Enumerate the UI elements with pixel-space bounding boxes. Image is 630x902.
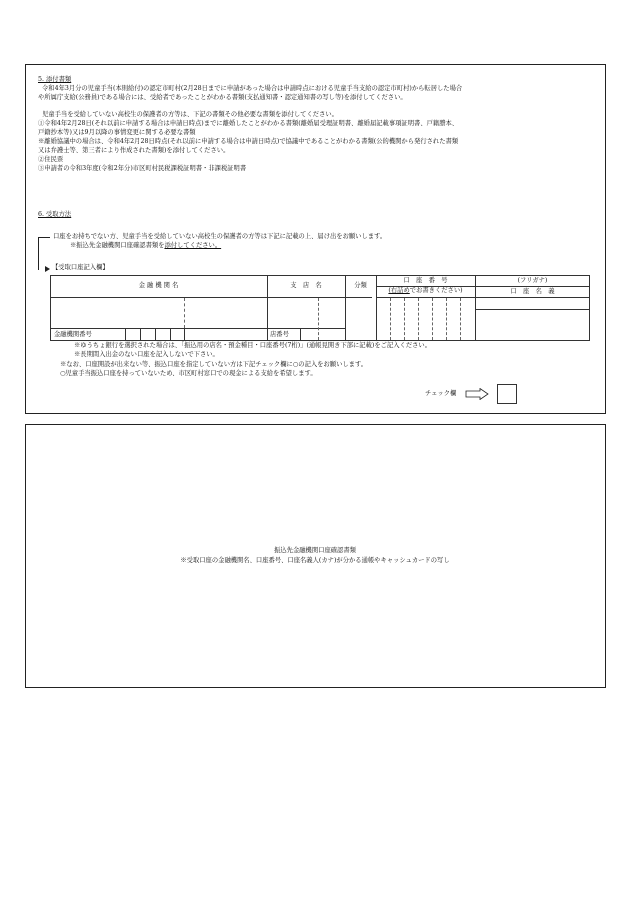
account-type-input[interactable] [346,298,375,340]
section6-heading: 6. 受取方法 [38,211,72,218]
account-number-input[interactable] [377,298,474,340]
note-line: ○児童手当振込口座を持っていないため、市区町村窓口での現金による支給を希望します。 [60,370,317,377]
section5-heading: 5. 添付書類 [38,76,72,83]
section5-line: 戸籍抄本等)又は9月以降の事情変更に関する必要な書類 [38,129,196,136]
bank-code-label: 金融機関番号 [54,331,92,338]
section6-attach-note: ※振込先金融機関口座確認書類を添付してください。 [70,242,222,249]
section5-line: や所属庁支給(公務員)である場合には、受給者であったことがわかる書類(支払通知書・認定通知書の写し等)を添付してください。 [38,94,407,101]
col-account-number: 口 座 番 号 [403,277,448,284]
branch-code-label: 店番号 [270,331,289,338]
section5-line: 令和4年3月分の児童手当(本則給付)の認定市町村(2月28日までに申請があった場合は申請時点における児童手当支給の認定市町村)から転居した場合 [42,85,463,92]
attachment-box [25,424,606,688]
check-label: チェック欄 [425,390,457,397]
note-line: ※長期間入出金のない口座を記入しないで下さい。 [74,351,219,358]
section5-line: ※離婚協議中の場合は、令和4年2月28日時点(それ以前に申請する場合は申請日時点)で協議中であることがわかる書類(公的機関から発行された書類 [38,138,459,145]
col-bank-name: 金 融 機 関 名 [138,282,179,289]
table-divider [125,328,126,341]
section5-line: 児童手当を受給していない高校生の保護者の方等は、下記の書類その他必要な書類を添付してください。 [42,111,338,118]
col-account-number-note: (右詰めでお書きください) [388,287,463,294]
section5-line: 又は弁護士等、第三者により作成された書類)を添付してください。 [38,147,230,154]
note-line: ※なお、口座開設が出来ない等、振込口座を指定していない方は下記チェック欄に○の記入をお願いします。 [60,361,368,368]
attachment-title: 振込先金融機関口座確認書類 [274,547,356,554]
section5-line: ①令和4年2月28日(それ以前に申請する場合は申請日時点)までに離婚したことがわかる書類(離婚届受理証明書、離婚届記載事項証明書、戸籍謄本、 [38,120,459,127]
cash-payment-checkbox[interactable] [497,384,517,404]
col-furigana: (フリガナ) [517,277,548,284]
col-account-holder: 口 座 名 義 [510,288,555,295]
attachment-note: ※受取口座の金融機関名、口座番号、口座名義人(カナ)が分かる通帳やキャッシュカードの写し [180,557,450,564]
arrow-icon [45,266,50,272]
col-account-type: 分類 [354,282,367,289]
table-divider [475,286,590,287]
branch-name-input[interactable] [268,298,344,327]
table-divider [184,328,185,341]
table-divider [140,328,141,341]
account-holder-input[interactable] [476,310,589,340]
section5-line: ②住民票 [38,156,64,163]
section5-line: ③申請者の令和3年度(令和2年分)市区町村民税課税証明書・非課税証明書 [38,165,247,172]
table-divider [300,328,301,341]
col-branch-name: 支 店 名 [290,282,322,289]
arrow-right-icon [465,388,489,400]
table-label: 【受取口座記入欄】 [52,264,109,271]
table-divider [170,328,171,341]
section6-instruction: 口座をお持ちでない方、児童手当を受給していない高校生の保護者の方等は下記に記載の上、届け出をお願いします。 [53,233,387,240]
table-divider [155,328,156,341]
bank-name-input[interactable] [51,298,266,327]
furigana-input[interactable] [476,298,589,308]
note-line: ※ゆうちょ銀行を選択された場合は、「振込用の店名・預金種目・口座番号(7桁)」(通帳見開き下部に記載)をご記入ください。 [74,342,432,349]
